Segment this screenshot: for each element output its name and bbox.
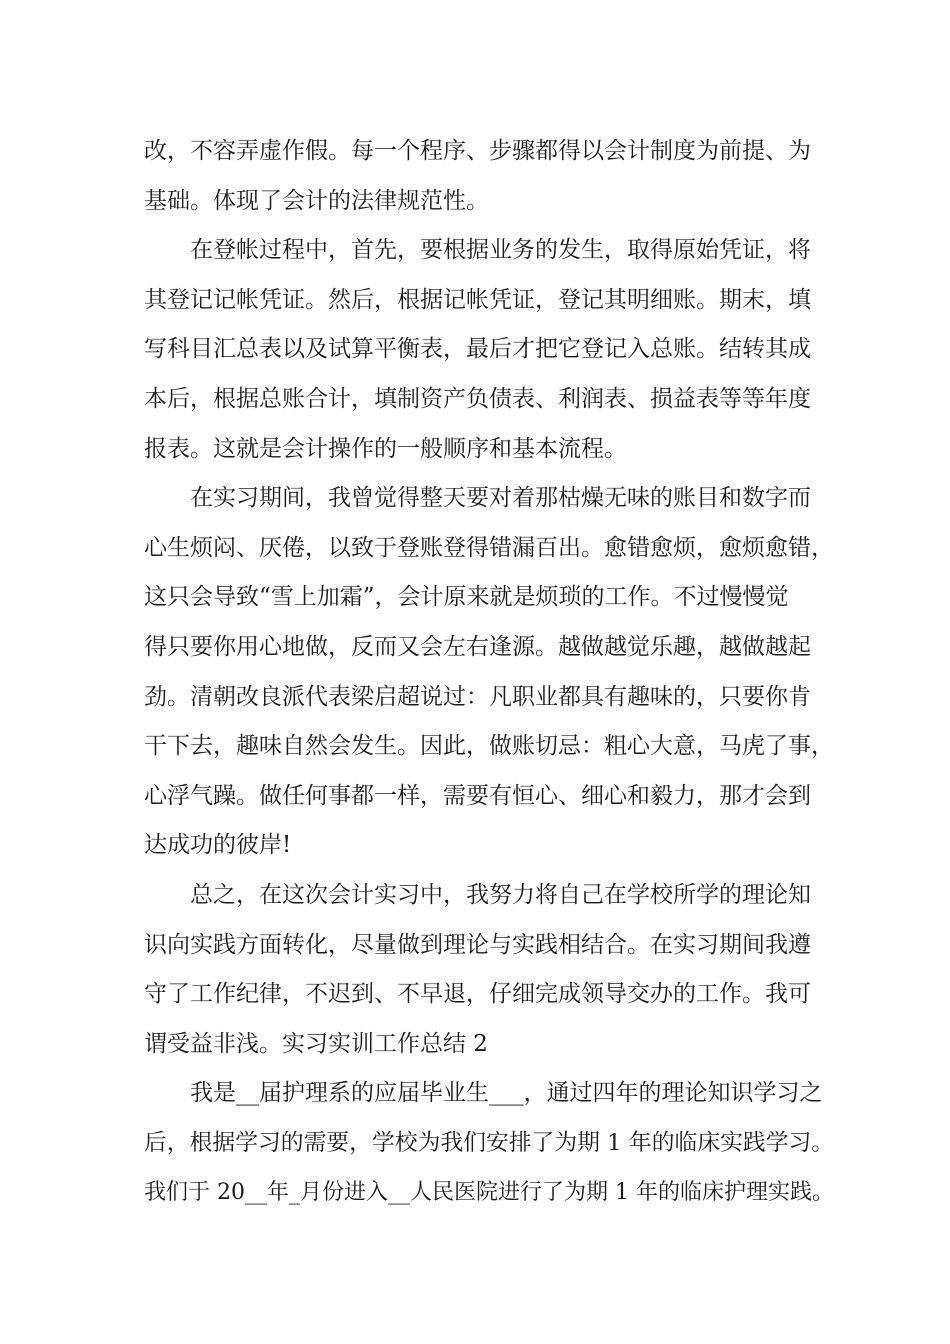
text-line: 谓受益非浅。实习实训工作总结 2 <box>144 1030 488 1057</box>
text-line: 达成功的彼岸! <box>144 832 292 859</box>
text-line: 后，根据学习的需要，学校为我们安排了为期 1 年的临床实践学习。 <box>144 1129 835 1156</box>
text-line: 心生烦闷、厌倦，以致于登账登得错漏百出。愈错愈烦，愈烦愈错， <box>144 534 834 561</box>
text-line: 干下去，趣味自然会发生。因此，做账切忌：粗心大意，马虎了事， <box>144 733 834 760</box>
text-line: 我们于 20__年_月份进入__人民医院进行了为期 1 年的临床护理实践。 <box>144 1180 834 1206</box>
text-line: 识向实践方面转化，尽量做到理论与实践相结合。在实习期间我遵 <box>144 931 811 958</box>
paragraph-start-line: 在登帐过程中，首先，要根据业务的发生，取得原始凭证，将 <box>190 237 811 264</box>
text-line: 心浮气躁。做任何事都一样，需要有恒心、细心和毅力，那才会到 <box>144 782 811 809</box>
text-line: 写科目汇总表以及试算平衡表，最后才把它登记入总账。结转其成 <box>144 336 811 363</box>
text-line: 得只要你用心地做，反而又会左右逢源。越做越觉乐趣，越做越起 <box>144 633 811 660</box>
text-line: 劲。清朝改良派代表梁启超说过：凡职业都具有趣味的，只要你肯 <box>144 683 811 710</box>
text-line: 改，不容弄虚作假。每一个程序、步骤都得以会计制度为前提、为 <box>144 138 811 164</box>
paragraph-start-line: 总之，在这次会计实习中，我努力将自己在学校所学的理论知 <box>190 881 811 908</box>
text-line: 本后，根据总账合计，填制资产负债表、利润表、损益表等等年度 <box>144 385 811 412</box>
text-line: 这只会导致“雪上加霜”，会计原来就是烦琐的工作。不过慢慢觉 <box>144 584 789 611</box>
text-line: 报表。这就是会计操作的一般顺序和基本流程。 <box>144 435 627 462</box>
paragraph-start-line: 我是__届护理系的应届毕业生___，通过四年的理论知识学习之 <box>190 1080 823 1107</box>
text-line: 守了工作纪律，不迟到、不早退，仔细完成领导交办的工作。我可 <box>144 981 811 1008</box>
text-line: 基础。体现了会计的法律规范性。 <box>144 187 489 214</box>
paragraph-start-line: 在实习期间，我曾觉得整天要对着那枯燥无味的账目和数字而 <box>190 485 811 512</box>
document-body <box>144 127 834 1218</box>
text-line: 其登记记帐凭证。然后，根据记帐凭证，登记其明细账。期末，填 <box>144 286 811 313</box>
